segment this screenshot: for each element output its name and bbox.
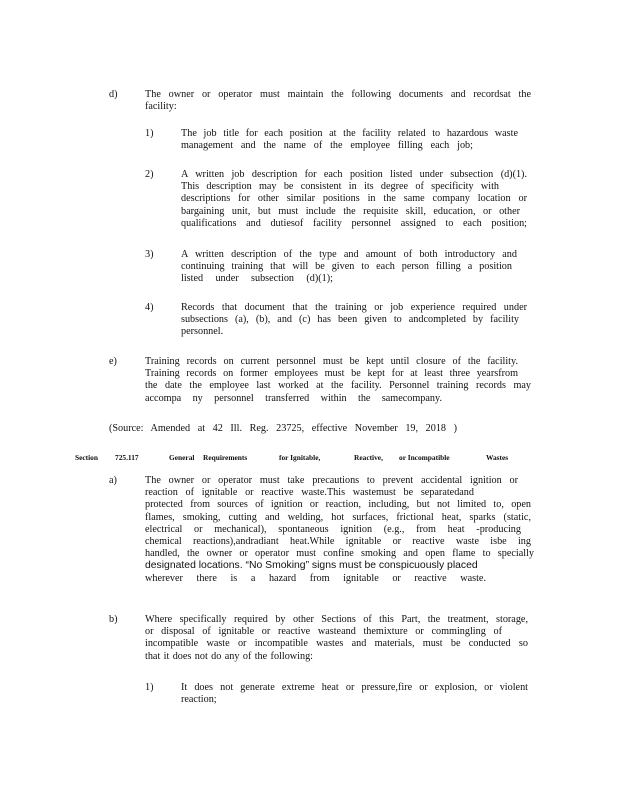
text-line: It does not generate extreme heat or pressure,fire or explosion, or violent — [181, 682, 528, 693]
text-line: The job title for each position at the facility related to hazardous waste — [181, 128, 518, 139]
text-line: Where specifically required by other Sections of this Part, the treatment, storage, — [145, 614, 528, 625]
text-line: protected from sources of ignition or reaction, including, but not limited to, open — [145, 499, 531, 511]
item-d3-label: 3) — [145, 249, 154, 260]
section-title-word: General — [169, 453, 195, 462]
section-heading — [75, 452, 515, 464]
item-b1-text — [181, 682, 528, 706]
subsection-e-label: e) — [109, 356, 117, 367]
subsection-e-text — [145, 356, 531, 405]
text-line: This description may be consistent in its degree of specificity with — [181, 181, 499, 193]
text-line: accompa ny personnel transferred within the samecompany. — [145, 392, 442, 404]
section-title-word: Wastes — [486, 453, 509, 462]
text-line: reaction of ignitable or reactive waste.This wastemust be separatedand — [145, 487, 474, 499]
text-line: The owner or operator must maintain the following documents and recordsat the — [145, 89, 531, 100]
text-line: Training records on former employees must be kept for at least three yearsfrom — [145, 368, 518, 380]
subsection-a-text — [145, 475, 534, 585]
text-line: personnel. — [181, 326, 224, 338]
text-line: designated locations. “No Smoking” signs must be conspicuously placed — [145, 560, 478, 572]
item-d1-label: 1) — [145, 128, 154, 139]
text-line: handled, the owner or operator must confine smoking and open flame to specially — [145, 548, 534, 560]
text-line: facility: — [145, 101, 177, 113]
subsection-d-text — [145, 89, 531, 113]
text-line: continuing training that will be given to each person filling a position — [181, 261, 512, 273]
section-title-word: for Ignitable, — [279, 453, 321, 462]
text-line: that it does not do any of the following: — [145, 650, 313, 662]
item-d4-text — [181, 302, 527, 339]
section-title-word: Reactive, — [354, 453, 383, 462]
text-line: flames, smoking, cutting and welding, hot surfaces, frictional heat, sparks (static, — [145, 511, 531, 523]
item-d3-text — [181, 249, 517, 286]
item-d4-label: 4) — [145, 302, 154, 313]
section-title-word: Requirements — [203, 453, 248, 462]
text-line: Records that document that the training or job experience required under — [181, 302, 527, 313]
text-line: The owner or operator must take precautions to prevent accidental ignition or — [145, 475, 518, 486]
text-line: A written description of the type and amount of both introductory and — [181, 249, 517, 260]
item-d1-text — [181, 128, 518, 152]
text-line: subsections (a), (b), and (c) has been given to andcompleted by facility — [181, 314, 519, 326]
subsection-d-label: d) — [109, 89, 118, 100]
item-d2-text — [181, 169, 527, 230]
section-title-word: or Incompatible — [399, 453, 450, 462]
subsection-b-label: b) — [109, 614, 118, 625]
source-note: (Source: Amended at 42 Ill. Reg. 23725, effective November 19, 2018 ) — [109, 423, 457, 434]
section-word: Section — [75, 453, 98, 462]
text-line: wherever there is a hazard from ignitable or reactive waste. — [145, 572, 486, 584]
text-line: listed under subsection (d)(1); — [181, 273, 333, 285]
text-line: reaction; — [181, 694, 217, 706]
item-b1-label: 1) — [145, 682, 154, 693]
text-line: management and the name of the employee filling each job; — [181, 140, 473, 152]
text-line: qualifications and dutiesof facility personnel assigned to each position; — [181, 217, 527, 229]
text-line: descriptions for other similar positions in the same company location or — [181, 193, 527, 205]
subsection-b-text — [145, 614, 528, 663]
item-d2-label: 2) — [145, 169, 154, 180]
text-line: or disposal of ignitable or reactive wasteand themixture or commingling of — [145, 626, 502, 638]
text-line: incompatible waste or incompatible wastes and materials, must be conducted so — [145, 638, 528, 650]
text-line: electrical or mechanical), spontaneous ignition (e.g., from heat -producing — [145, 523, 521, 535]
text-line: Training records on current personnel must be kept until closure of the facility. — [145, 356, 518, 367]
text-line: A written job description for each position listed under subsection (d)(1). — [181, 169, 527, 180]
text-line: chemical reactions),andradiant heat.While ignitable or reactive waste isbe ing — [145, 536, 531, 548]
subsection-a-label: a) — [109, 475, 117, 486]
section-number: 725.117 — [115, 453, 139, 462]
text-line: the date the employee last worked at the facility. Personnel training records may — [145, 380, 531, 392]
text-line: bargaining unit, but must include the requisite skill, education, or other — [181, 205, 520, 217]
